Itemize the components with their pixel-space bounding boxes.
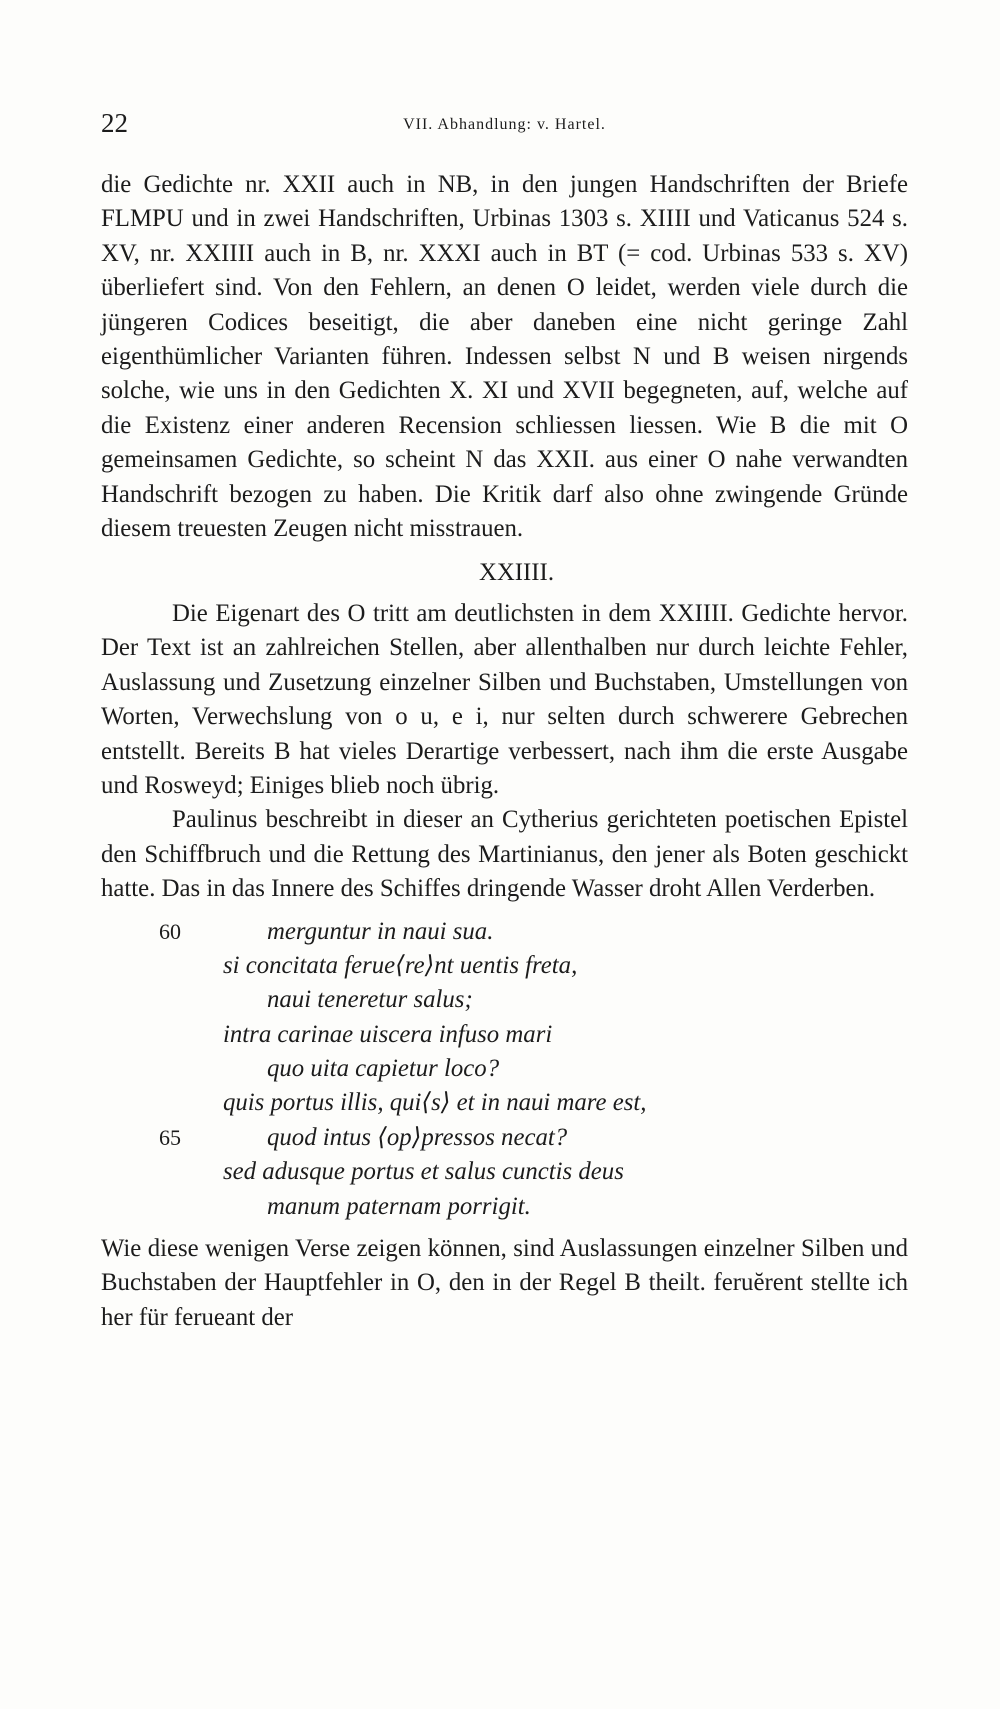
running-title: VII. Abhandlung: v. Hartel. (403, 116, 606, 133)
verse-line (101, 1086, 908, 1120)
verse-number: 60 (159, 918, 181, 944)
verse-text: merguntur in naui sua. (267, 917, 494, 945)
verse-text: manum paternam porrigit. (267, 1192, 531, 1220)
paragraph: Paulinus beschreibt in dieser an Cytherius gerichteten poetischen Epistel den Schiffbruch und die Rettung des Martinianus, den jener als Boten geschickt hatte. Das in das Innere des Schiffes dringende Wasser droht Allen Verderben. (101, 806, 908, 903)
paragraph: Die Eigenart des O tritt am deutlichsten in dem XXIIII. Gedichte hervor. Der Text ist an zahlreichen Stellen, aber allenthalben nur durch leichte Fehler, Auslassung und Zusetzung einzelner Silben und Buchstaben, Umstellungen von Worten, Verwechslung von o u, e i, nur selten durch schwerere Gebrechen entstellt. Bereits B hat vieles Derartige verbessert, nach ihm die erste Ausgabe und Rosweyd; Einiges blieb noch übrig. (101, 599, 908, 799)
paragraph: die Gedichte nr. XXII auch in NB, in den jungen Handschriften der Briefe FLMPU und in zwei Handschriften, Urbinas 1303 s. XIIII und Vaticanus 524 s. XV, nr. XXIIII auch in B, nr. XXXI auch in BT (= cod. Urbinas 533 s. XV) überliefert sind. Von den Fehlern, an denen O leidet, werden viele durch die jüngeren Codices beseitigt, die aber daneben eine nicht geringe Zahl eigenthümlicher Varianten führen. Indessen selbst N und B weisen nirgends solche, wie uns in den Gedichten X. XI und XVII begegneten, auf, welche auf die Existenz einer anderen Recension schliessen liessen. Wie B die mit O gemeinsamen Gedichte, so scheint N das XXII. aus einer O nahe verwandten Handschrift bezogen zu haben. Die Kritik darf also ohne zwingende Gründe diesem treuesten Zeugen nicht misstrauen. (101, 171, 908, 543)
page-body (101, 168, 908, 1335)
verse-number: 65 (159, 1124, 181, 1150)
paragraph: Wie diese wenigen Verse zeigen können, sind Auslassungen einzelner Silben und Buchstaben der Hauptfehler in O, den in der Regel B theilt. feruĕrent stellte ich her für ferueant der (101, 1235, 908, 1331)
page-number: 22 (101, 108, 128, 138)
verse-text: quo uita capietur loco? (267, 1055, 500, 1083)
verse-text: quis portus illis, qui⟨s⟩ et in naui mare est, (223, 1089, 647, 1117)
verse-line (101, 1052, 908, 1086)
page-header (101, 108, 908, 148)
verse-text: naui teneretur salus; (267, 986, 473, 1014)
verse-line (101, 1155, 908, 1189)
verse-line (101, 983, 908, 1017)
verse-text: si concitata ferue⟨re⟩nt uentis freta, (223, 951, 578, 979)
verse-block (101, 915, 908, 1225)
verse-line (101, 949, 908, 983)
section-heading: XXIIII. (478, 559, 555, 587)
verse-line (101, 915, 908, 949)
verse-line (101, 1190, 908, 1224)
verse-text: intra carinae uiscera infuso mari (223, 1020, 553, 1048)
verse-text: quod intus ⟨op⟩pressos necat? (267, 1123, 568, 1151)
verse-line (101, 1121, 908, 1155)
verse-line (101, 1018, 908, 1052)
verse-text: sed adusque portus et salus cunctis deus (223, 1158, 624, 1186)
